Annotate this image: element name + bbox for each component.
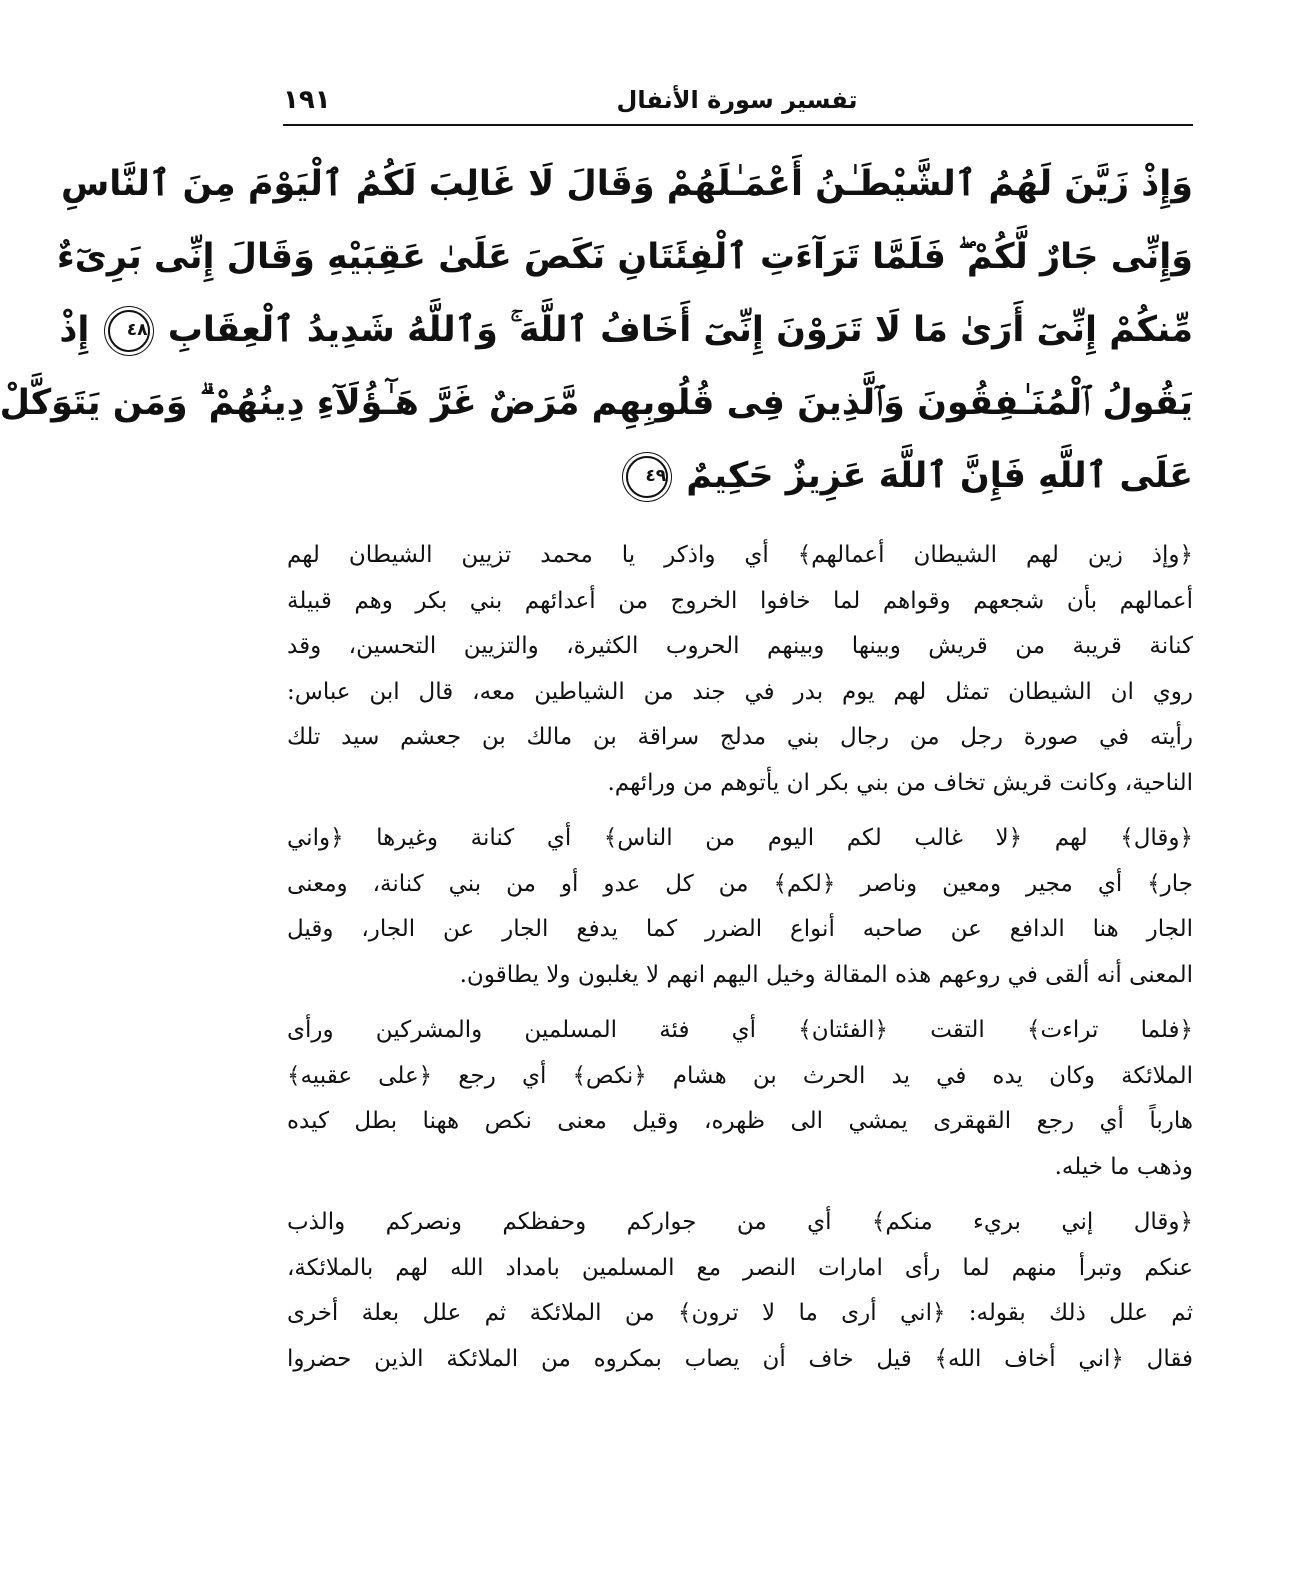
verse-text: عَلَى ٱللَّهِ فَإِنَّ ٱللَّهَ عَزِيزٌ حَكِيمٌ: [686, 456, 1193, 496]
text-line: المعنى أنه ألقى في روعهم هذه المقالة وخيل اليهم انهم لا يغلبون ولا يطاقون.: [459, 961, 1193, 988]
text-line: أعمالهم بأن شجعهم وقواهم لما خافوا الخروج من أعدائهم بني بكر وهم قبيلة: [287, 587, 1193, 614]
text-line: الجار هنا الدافع عن صاحبه أنواع الضرر كما يدفع الجار عن الجار، وقيل: [287, 916, 1193, 942]
page-number: ١٩١: [283, 85, 331, 115]
text-line: الملائكة وكان يده في يد الحرث بن هشام ﴿نكص﴾ أي رجع ﴿على عقبيه﴾: [287, 1062, 1193, 1089]
verse-text: وَإِذْ زَيَّنَ لَهُمُ ٱلشَّيْطَـٰنُ أَعْمَـٰلَهُمْ وَقَالَ لَا غَالِبَ لَكُمُ ٱلْيَوْمَ مِنَ ٱلنَّاسِ: [60, 164, 1193, 204]
page-title: تفسير سورة الأنفال: [616, 86, 858, 114]
quran-verses-block: [0, 148, 1193, 513]
verse-line: [59, 294, 1193, 367]
verse-line: [0, 367, 1193, 440]
text-line: ثم علل ذلك بقوله: ﴿اني أرى ما لا ترون﴾ من الملائكة ثم علل بعلة أخرى: [287, 1300, 1193, 1326]
verse-line: [60, 148, 1193, 221]
text-line: عنكم وتبرأ منهم لما رأى امارات النصر مع المسلمين بامداد الله لهم بالملائكة،: [287, 1254, 1193, 1281]
commentary-paragraph: [287, 533, 1193, 806]
text-line: وذهب ما خيله.: [1054, 1153, 1193, 1180]
commentary-paragraph: [287, 816, 1193, 998]
text-line: ﴿وقال إني بريء منكم﴾ أي من جواركم وحفظكم ونصركم والذب: [287, 1209, 1193, 1235]
text-line: روي ان الشيطان تمثل لهم يوم بدر في جند من الشياطين معه، قال ابن عباس:: [287, 678, 1193, 705]
page-header: [283, 84, 1191, 124]
header-divider: [283, 124, 1193, 126]
commentary-paragraph: [287, 1200, 1193, 1382]
commentary-body: [287, 533, 1193, 1392]
text-line: جار﴾ أي مجير ومعين وناصر ﴿لكم﴾ من كل عدو أو من بني كنانة، ومعنى: [287, 870, 1194, 897]
text-line: ﴿وقال﴾ لهم ﴿لا غالب لكم اليوم من الناس﴾ أي كنانة وغيرها ﴿واني: [287, 825, 1193, 851]
text-line: ﴿فلما تراءت﴾ التقت ﴿الفئتان﴾ أي فئة المسلمين والمشركين ورأى: [287, 1017, 1193, 1043]
verse-text: مِّنكُمْ إِنِّىٓ أَرَىٰ مَا لَا تَرَوْنَ إِنِّىٓ أَخَافُ ٱللَّهَ ۚ وَٱللَّهُ شَدِيدُ ٱلْعِقَابِ: [167, 310, 1193, 350]
text-line: فقال ﴿اني أخاف الله﴾ قيل خاف أن يصاب بمكروه من الملائكة الذين حضروا: [287, 1345, 1193, 1372]
verse-line: [287, 440, 1193, 513]
text-line: الناحية، وكانت قريش تخاف من بني بكر ان يأتوهم من ورائهم.: [607, 769, 1193, 796]
text-line: هارباً أي رجع القهقرى يمشي الى ظهره، وقيل معنى نكص ههنا بطل كيده: [287, 1108, 1193, 1134]
verse-text: يَقُولُ ٱلْمُنَـٰفِقُونَ وَٱلَّذِينَ فِى قُلُوبِهِم مَّرَضٌ غَرَّ هَـٰٓؤُلَآءِ دِينُهُمْ ۗ وَمَن يَتَوَكَّلْ: [0, 383, 1193, 423]
verse-line: [56, 221, 1193, 294]
verse-text: إِذْ: [59, 310, 90, 350]
text-line: ﴿وإذ زين لهم الشيطان أعمالهم﴾ أي واذكر يا محمد تزيين الشيطان لهم: [287, 542, 1193, 568]
text-line: رأيته في صورة رجل من رجال بني مدلج سراقة بن مالك بن جعشم سيد تلك: [287, 724, 1193, 750]
text-line: كنانة قريبة من قريش وبينها وبينهم الحروب الكثيرة، والتزيين التحسين، وقد: [287, 633, 1193, 659]
verse-text: وَإِنِّى جَارٌ لَّكُمْ ۖ فَلَمَّا تَرَآءَتِ ٱلْفِئَتَانِ نَكَصَ عَلَىٰ عَقِبَيْهِ وَقَالَ إِنِّى بَرِىٓءٌ: [56, 237, 1193, 277]
ayah-number-marker: ٤٨: [108, 310, 150, 352]
ayah-number-marker: ٤٩: [626, 456, 668, 498]
commentary-paragraph: [287, 1008, 1193, 1190]
